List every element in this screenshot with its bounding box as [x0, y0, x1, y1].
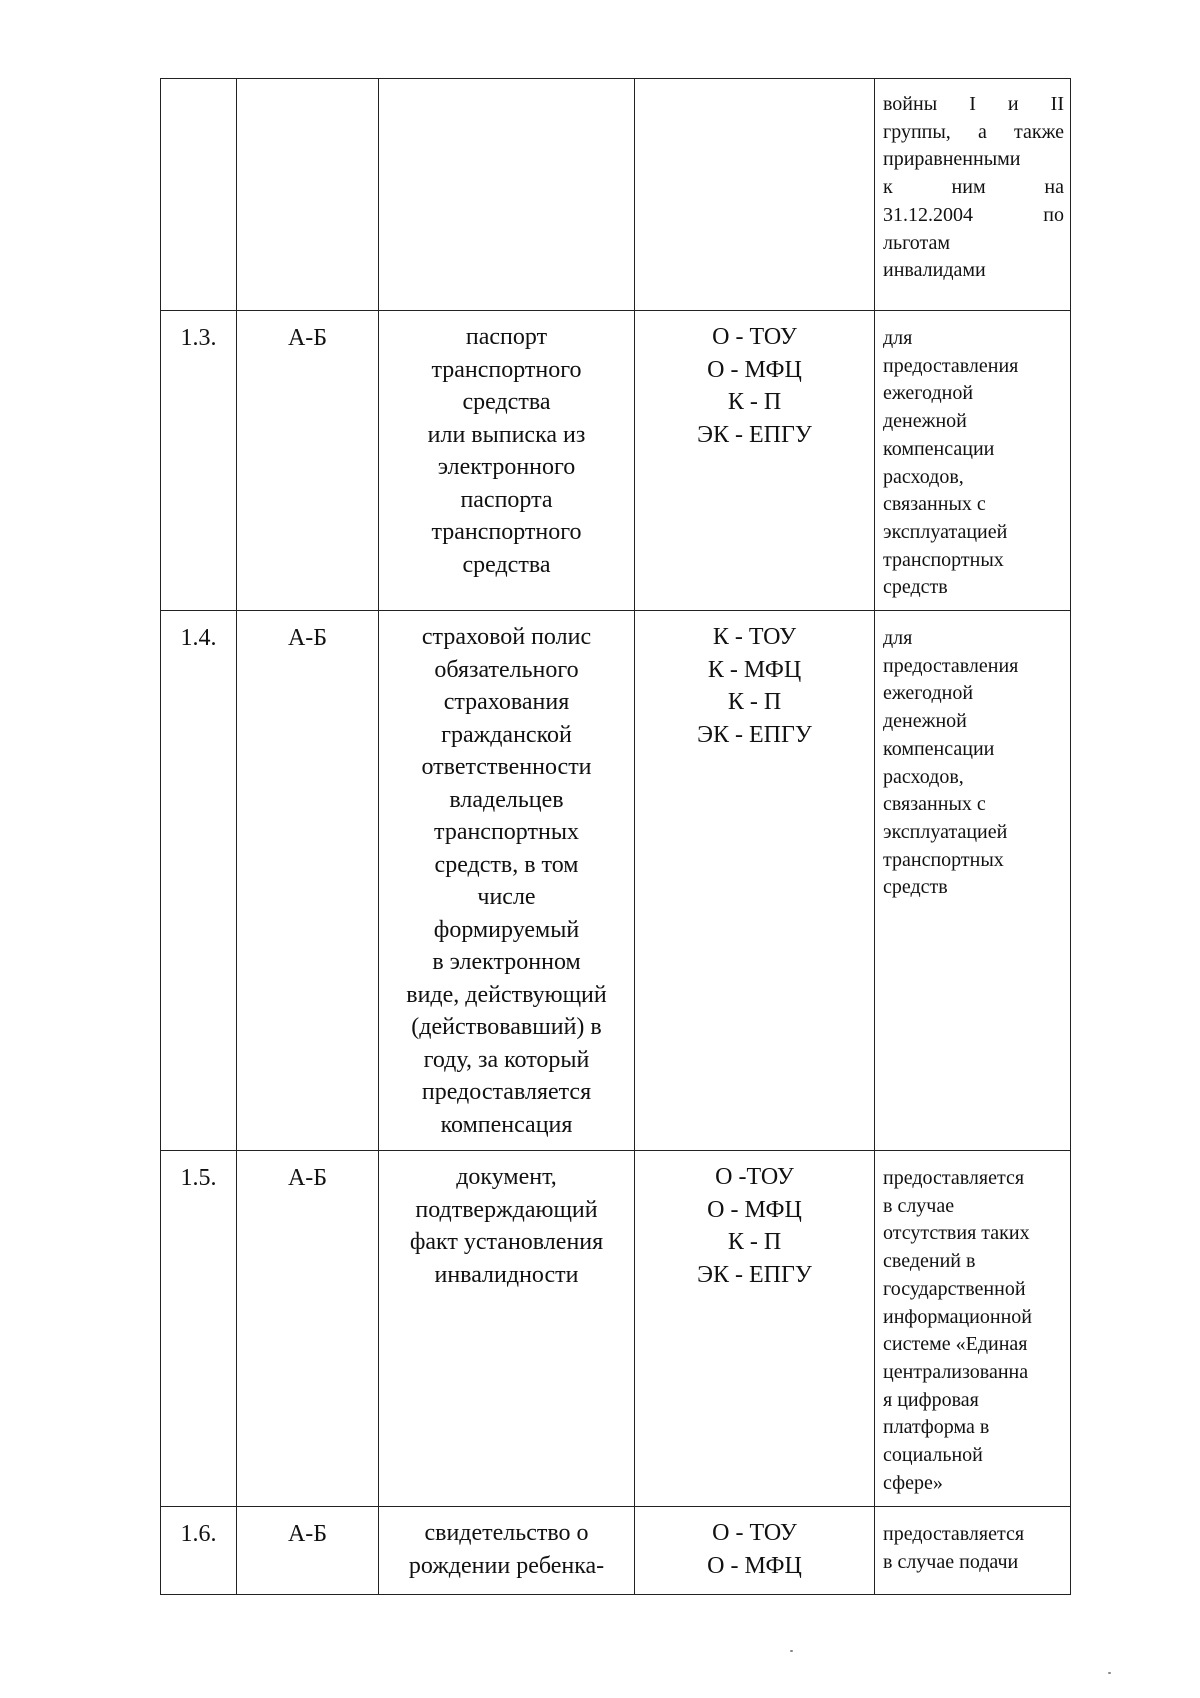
category-cell — [237, 611, 379, 1151]
note-line: 31.12.2004 по — [883, 203, 1064, 226]
form-line: ЭК - ЕПГУ — [697, 1261, 812, 1288]
note-line: связанных с — [883, 793, 986, 816]
category: А-Б — [287, 1521, 328, 1547]
note-line: эксплуатацией — [883, 820, 1008, 843]
note-line: льготам — [883, 231, 951, 254]
requirements-table — [160, 78, 1071, 1595]
document-line: страхования — [443, 689, 570, 715]
form-cell — [635, 311, 875, 611]
document-line: числе — [477, 884, 536, 910]
note-line: социальной — [883, 1444, 983, 1467]
form-line: ЭК - ЕПГУ — [697, 421, 812, 448]
note-cell — [875, 611, 1071, 1151]
document-line: транспортного — [431, 356, 582, 383]
note-line: денежной — [883, 410, 967, 433]
document-cell — [379, 1507, 635, 1595]
form-line: О - МФЦ — [707, 356, 802, 383]
note-line: предоставления — [883, 354, 1019, 377]
note-line: я цифровая — [883, 1388, 979, 1411]
form-cell — [635, 79, 875, 311]
note-line: предоставляется — [883, 1523, 1025, 1545]
form-line: О - ТОУ — [712, 324, 797, 350]
document-cell — [379, 1151, 635, 1507]
note-cell — [875, 79, 1071, 311]
document-line: подтверждающий — [415, 1196, 598, 1223]
document-cell — [379, 611, 635, 1151]
form-line: О -ТОУ — [715, 1164, 794, 1190]
form-cell — [635, 1151, 875, 1507]
note-cell — [875, 1507, 1071, 1595]
note-line: предоставления — [883, 654, 1019, 677]
note-line: ежегодной — [883, 382, 974, 405]
row-number: 1.4. — [180, 625, 217, 651]
table-row — [161, 311, 1071, 611]
document-line: транспортных — [434, 819, 579, 845]
note-line: денежной — [883, 710, 967, 733]
row-number: 1.3. — [180, 325, 217, 351]
document-line: году, за который — [423, 1046, 590, 1073]
scan-speck — [790, 1650, 793, 1652]
document-line: факт установления — [409, 1229, 604, 1255]
form-line: О - МФЦ — [707, 1196, 802, 1223]
form-line: К - МФЦ — [707, 656, 802, 683]
document-line: средства — [462, 551, 551, 578]
table-row — [161, 79, 1071, 311]
note-line: ежегодной — [883, 682, 974, 705]
note-line: централизованна — [883, 1360, 1029, 1383]
note-line: предоставляется — [883, 1167, 1025, 1189]
category: А-Б — [287, 625, 328, 651]
note-line: для — [883, 627, 913, 649]
form-line: К - П — [727, 1229, 782, 1255]
document-cell — [379, 311, 635, 611]
row-number: 1.5. — [180, 1165, 217, 1191]
note-line: государственной — [883, 1277, 1026, 1300]
document-line: электронного — [437, 454, 576, 480]
document-line: транспортного — [431, 519, 582, 545]
note-line: средств — [883, 576, 948, 599]
note-line: платформа в — [883, 1416, 990, 1439]
row-number-cell — [161, 1507, 237, 1595]
document-line: рождении ребенка- — [408, 1552, 605, 1579]
note-line: инвалидами — [883, 259, 986, 282]
table-row — [161, 1507, 1071, 1595]
document-line: ответственности — [421, 754, 592, 780]
document-line: виде, действующий — [406, 981, 607, 1008]
document-line: предоставляется — [421, 1079, 592, 1105]
document-line: страховой полис — [421, 624, 592, 650]
document-line: документ, — [456, 1164, 557, 1190]
note-line: отсутствия таких — [883, 1222, 1030, 1245]
note-line: связанных с — [883, 493, 986, 516]
note-cell — [875, 1151, 1071, 1507]
category-cell — [237, 1151, 379, 1507]
note-line: сфере» — [883, 1471, 943, 1494]
note-line: информационной — [883, 1305, 1032, 1328]
document-line: формируемый — [433, 916, 580, 943]
form-line: К - ТОУ — [712, 624, 797, 650]
document-line: инвалидности — [434, 1261, 579, 1288]
document-line: паспорта — [460, 486, 553, 513]
document-line: паспорт — [465, 324, 548, 350]
document-line: в электронном — [432, 949, 581, 975]
category-cell — [237, 311, 379, 611]
note-line: эксплуатацией — [883, 520, 1008, 543]
note-line: к ним на — [883, 176, 1064, 199]
form-cell — [635, 1507, 875, 1595]
scan-speck — [1108, 1672, 1111, 1674]
form-cell — [635, 611, 875, 1151]
note-line: расходов, — [883, 765, 964, 788]
note-line: приравненными — [883, 148, 1021, 171]
document-line: средств, в том — [434, 851, 579, 878]
note-line: системе «Единая — [883, 1333, 1028, 1356]
table-row — [161, 611, 1071, 1151]
row-number-cell — [161, 611, 237, 1151]
note-line: войны I и II — [883, 93, 1064, 115]
document-line: средства — [462, 389, 551, 415]
row-number-cell — [161, 1151, 237, 1507]
note-line: расходов, — [883, 465, 964, 488]
document-line: обязательного — [434, 656, 579, 683]
table-row — [161, 1151, 1071, 1507]
note-line: сведений в — [883, 1250, 976, 1273]
note-line: компенсации — [883, 737, 995, 760]
document-cell — [379, 79, 635, 311]
note-line: группы, а также — [883, 120, 1064, 143]
category: А-Б — [287, 1165, 328, 1191]
document-line: владельцев — [449, 786, 564, 813]
note-line: транспортных — [883, 548, 1004, 571]
note-line: в случае подачи — [883, 1550, 1019, 1573]
note-line: транспортных — [883, 848, 1004, 871]
note-line: в случае — [883, 1194, 955, 1217]
note-line: компенсации — [883, 437, 995, 460]
category-cell — [237, 79, 379, 311]
document-line: или выписка из — [427, 421, 586, 448]
document-line: свидетельство о — [424, 1520, 589, 1546]
form-line: О - МФЦ — [707, 1552, 802, 1579]
form-line: О - ТОУ — [712, 1520, 797, 1546]
form-line: К - П — [727, 389, 782, 415]
category: А-Б — [287, 325, 328, 351]
row-number-cell — [161, 79, 237, 311]
note-line: средств — [883, 876, 948, 899]
category-cell — [237, 1507, 379, 1595]
note-line: для — [883, 327, 913, 349]
document-line: (действовавший) в — [411, 1014, 602, 1040]
note-cell — [875, 311, 1071, 611]
row-number-cell — [161, 311, 237, 611]
form-line: К - П — [727, 689, 782, 715]
document-line: гражданской — [441, 721, 572, 748]
document-line: компенсация — [440, 1111, 573, 1138]
row-number: 1.6. — [180, 1521, 217, 1547]
form-line: ЭК - ЕПГУ — [697, 721, 812, 748]
